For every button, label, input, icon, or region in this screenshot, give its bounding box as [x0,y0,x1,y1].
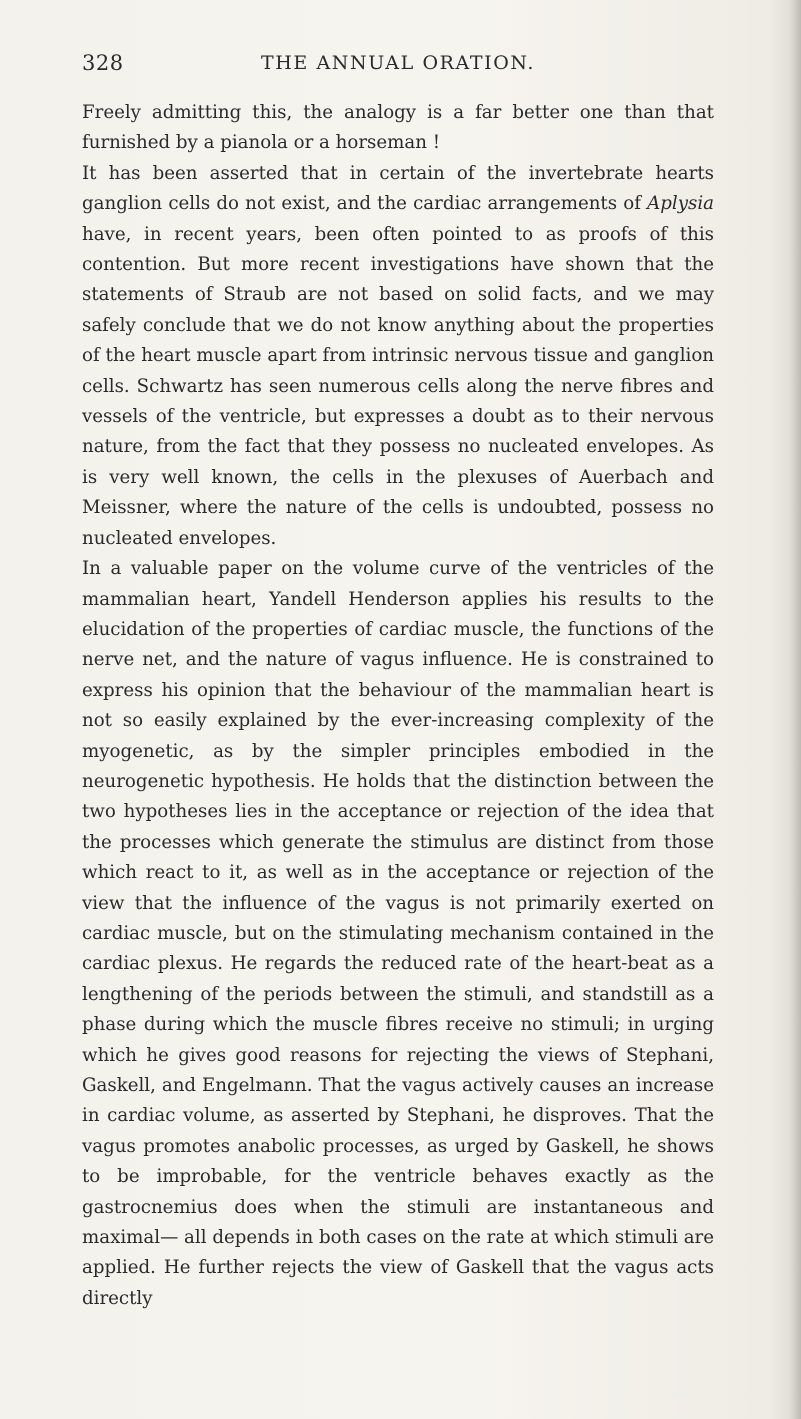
paragraph-2-text-start: It has been asserted that in certain of the invertebrate hearts ganglion cells do not exist, and the cardiac arrangements of [82,162,714,215]
running-head: THE ANNUAL ORATION. [260,52,536,74]
paragraph-1: Freely admitting this, the analogy is a far better one than that furnished by a pianola or a horseman ! [82,102,714,154]
genus-name-italic: Aplysia [647,193,714,215]
page-number: 328 [82,51,124,75]
paragraph-2 [82,159,714,554]
body-text [82,98,714,1314]
page-edge-shadow [789,0,801,1419]
paragraph-3: In a valuable paper on the volume curve of the ventricles of the mammalian heart, Yandell Henderson applies his results to the elucidation of the properties of cardiac muscle, the functions of the nerve net, and the nature of vagus influence. He is constrained to express his opinion that the behaviour of the mammalian heart is not so easily explained by the ever-increasing complexity of the myogenetic, as by the simpler principles embodied in the neurogenetic hypothesis. He holds that the distinction between the two hypotheses lies in the acceptance or rejection of the idea that the processes which generate the stimulus are distinct from those which react to it, as well as in the acceptance or rejection of the view that the influence of the vagus is not primarily exerted on cardiac muscle, but on the stimulating mechanism contained in the cardiac plexus. He regards the reduced rate of the heart-beat as a lengthening of the periods between the stimuli, and standstill as a phase during which the muscle fibres receive no stimuli; in urging which he gives good reasons for rejecting the views of Stephani, Gaskell, and Engelmann. That the vagus actively causes an increase in cardiac volume, as asserted by Stephani, he disproves. That the vagus promotes anabolic processes, as urged by Gaskell, he shows to be improbable, for the ventricle behaves exactly as the gastrocnemius does when the stimuli are instantaneous and maximal— all depends in both cases on the rate at which stimuli are applied. He further rejects the view of Gaskell that the vagus acts directly [82,558,714,1309]
paragraph-2-text-end: have, in recent years, been often pointed to as proofs of this contention. But more recent investigations have shown that the statements of Straub are not based on solid facts, and we may safely conclude that we do not know anything about the properties of the heart muscle apart from intrinsic nervous tissue and ganglion cells. Schwartz has seen numerous cells along the nerve fibres and vessels of the ventricle, but expresses a doubt as to their nervous nature, from the fact that they possess no nucleated envelopes. As is very well known, the cells in the plexuses of Auerbach and Meissner, where the nature of the cells is undoubted, possess no nucleated envelopes. [82,223,714,549]
page-header [82,47,714,79]
